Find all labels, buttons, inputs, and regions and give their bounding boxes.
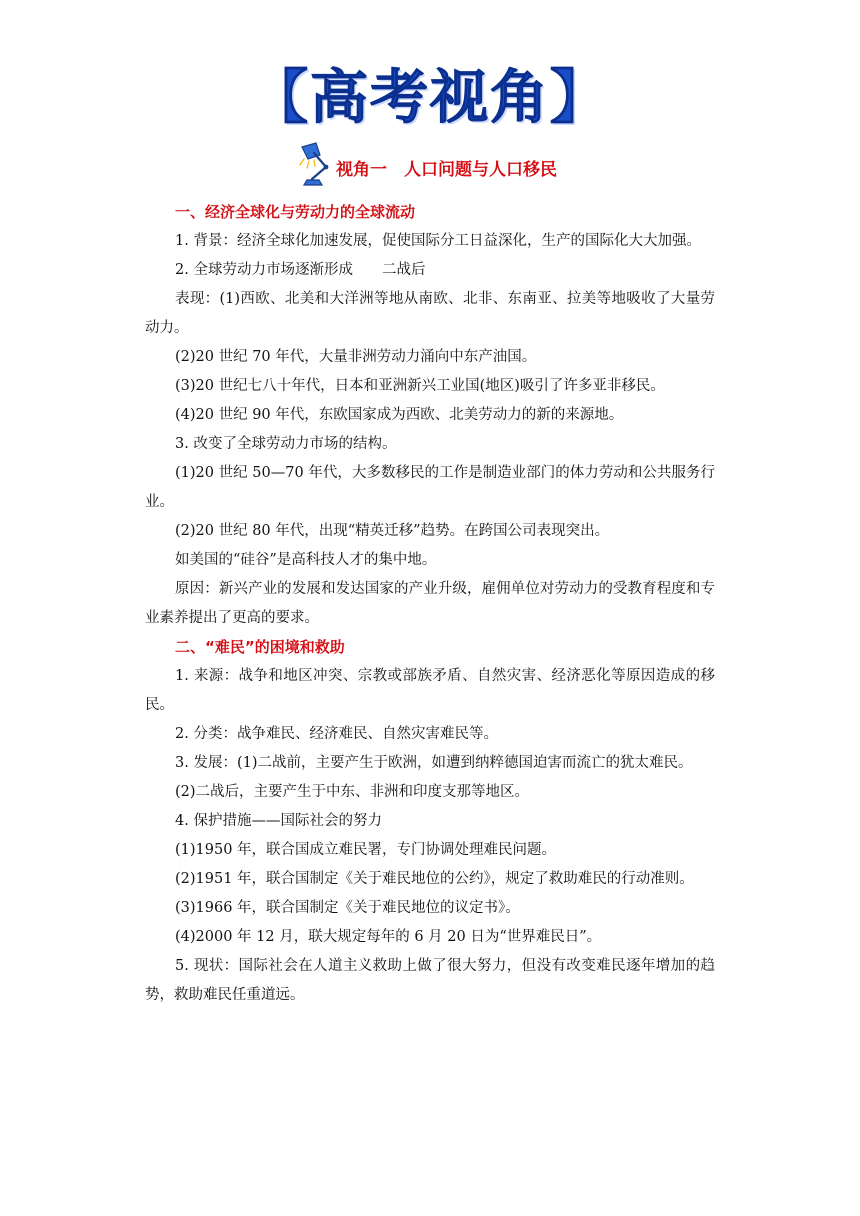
section-heading-1: 一、经济全球化与劳动力的全球流动 — [175, 203, 416, 221]
paragraph: (2)二战后，主要产生于中东、非洲和印度支那等地区。 — [175, 784, 530, 800]
subtitle-row — [298, 140, 557, 190]
desk-lamp-icon — [298, 141, 334, 189]
paragraph: (2)1951 年，联合国制定《关于难民地位的公约》，规定了救助难民的行动准则。 — [175, 871, 694, 887]
paragraph: (1)20 世纪 50—70 年代，大多数移民的工作是制造业部门的体力劳动和公共服务行业。 — [145, 465, 715, 510]
paragraph: 表现：(1)西欧、北美和大洋洲等地从南欧、北非、东南亚、拉美等地吸收了大量劳动力。 — [145, 291, 715, 336]
paragraph: (3)20 世纪七八十年代，日本和亚洲新兴工业国(地区)吸引了许多亚非移民。 — [175, 378, 665, 394]
paragraph: (4)2000 年 12 月，联大规定每年的 6 月 20 日为“世界难民日”。 — [175, 929, 602, 945]
section-heading-2: 二、“难民”的困境和救助 — [175, 638, 345, 656]
paragraph: 原因：新兴产业的发展和发达国家的产业升级，雇佣单位对劳动力的受教育程度和专业素养提出了更高的要求。 — [145, 581, 715, 626]
paragraph: 4. 保护措施——国际社会的努力 — [175, 813, 382, 829]
paragraph: 5. 现状：国际社会在人道主义救助上做了很大努力，但没有改变难民逐年增加的趋势，救助难民任重道远。 — [145, 958, 715, 1003]
paragraph: (1)1950 年，联合国成立难民署，专门协调处理难民问题。 — [175, 842, 557, 858]
paragraph: 如美国的“硅谷”是高科技人才的集中地。 — [175, 552, 437, 568]
paragraph: (4)20 世纪 90 年代，东欧国家成为西欧、北美劳动力的新的来源地。 — [175, 407, 624, 423]
paragraph: 3. 改变了全球劳动力市场的结构。 — [175, 436, 397, 452]
paragraph: (3)1966 年，联合国制定《关于难民地位的议定书》。 — [175, 900, 520, 916]
paragraph: (2)20 世纪 70 年代，大量非洲劳动力涌向中东产油国。 — [175, 349, 537, 365]
paragraph: 1. 来源：战争和地区冲突、宗教或部族矛盾、自然灾害、经济恶化等原因造成的移民。 — [145, 668, 715, 713]
content-body — [145, 198, 715, 1010]
paragraph: 3. 发展：(1)二战前，主要产生于欧洲，如遭到纳粹德国迫害而流亡的犹太难民。 — [175, 755, 693, 771]
banner-title: 【高考视角】 — [249, 63, 610, 131]
subtitle-text: 视角一 人口问题与人口移民 — [336, 159, 557, 180]
paragraph: 2. 全球劳动力市场逐渐形成 二战后 — [175, 262, 426, 278]
paragraph: 2. 分类：战争难民、经济难民、自然灾害难民等。 — [175, 726, 498, 742]
paragraph: (2)20 世纪 80 年代，出现“精英迁移”趋势。在跨国公司表现突出。 — [175, 523, 610, 539]
paragraph: 1. 背景：经济全球化加速发展，促使国际分工日益深化，生产的国际化大大加强。 — [175, 233, 701, 249]
